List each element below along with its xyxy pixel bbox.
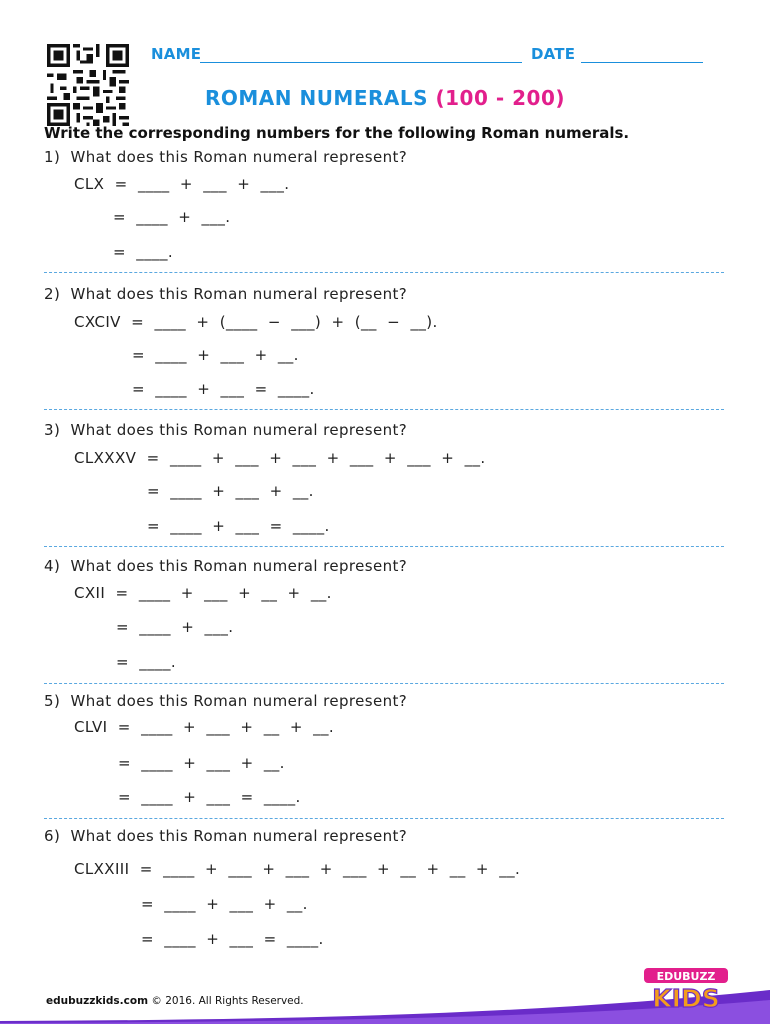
section-divider (44, 546, 724, 547)
question-6-line-3[interactable]: = ____ + ___ = ____. (141, 930, 324, 948)
question-2-line-1[interactable]: CXCIV = ____ + (____ − ___) + (__ − __). (74, 313, 438, 331)
page-title (0, 86, 770, 110)
section-divider (44, 272, 724, 273)
question-4-line-1[interactable]: CXII = ____ + ___ + __ + __. (74, 584, 332, 602)
date-line[interactable] (581, 62, 703, 63)
footer-copyright: © 2016. All Rights Reserved. (151, 995, 304, 1007)
question-4-prompt: 4) What does this Roman numeral represent? (44, 557, 408, 575)
title-text: ROMAN NUMERALS (204, 86, 429, 110)
logo-top-text: EDUBUZZ (656, 970, 716, 983)
section-divider (44, 683, 724, 684)
instructions: Write the corresponding numbers for the following Roman numerals. (44, 124, 630, 142)
section-divider (44, 409, 724, 410)
question-4-line-2[interactable]: = ____ + ___. (116, 618, 234, 636)
question-6-line-2[interactable]: = ____ + ___ + __. (141, 895, 308, 913)
footer-site: edubuzzkids.com (46, 995, 149, 1007)
qr-code-image (47, 44, 129, 126)
question-1-line-2[interactable]: = ____ + ___. (113, 208, 231, 226)
edubuzz-kids-logo (640, 966, 732, 1010)
question-4-line-3[interactable]: = ____. (116, 653, 177, 671)
question-5-line-3[interactable]: = ____ + ___ = ____. (118, 788, 301, 806)
title-range: (100 - 200) (435, 86, 566, 110)
question-3-line-2[interactable]: = ____ + ___ + __. (147, 482, 314, 500)
question-6-line-1[interactable]: CLXXIII = ____ + ___ + ___ + ___ + __ + __ + __. (74, 860, 521, 878)
question-5-line-1[interactable]: CLVI = ____ + ___ + __ + __. (74, 718, 335, 736)
name-line[interactable] (200, 62, 522, 63)
question-2-line-2[interactable]: = ____ + ___ + __. (132, 346, 299, 364)
date-label: DATE (531, 45, 576, 63)
logo-bottom-text: KIDS (652, 984, 720, 1010)
section-divider (44, 818, 724, 819)
question-5-prompt: 5) What does this Roman numeral represent? (44, 692, 408, 710)
question-5-line-2[interactable]: = ____ + ___ + __. (118, 754, 285, 772)
question-1-line-3[interactable]: = ____. (113, 243, 174, 261)
question-1-prompt: 1) What does this Roman numeral represent? (44, 148, 408, 166)
question-2-prompt: 2) What does this Roman numeral represent? (44, 285, 408, 303)
name-label: NAME (151, 45, 202, 63)
question-3-line-3[interactable]: = ____ + ___ = ____. (147, 517, 330, 535)
question-3-line-1[interactable]: CLXXXV = ____ + ___ + ___ + ___ + ___ + __. (74, 449, 486, 467)
question-3-prompt: 3) What does this Roman numeral represent? (44, 421, 408, 439)
question-6-prompt: 6) What does this Roman numeral represent? (44, 827, 408, 845)
question-1-line-1[interactable]: CLX = ____ + ___ + ___. (74, 175, 290, 193)
question-2-line-3[interactable]: = ____ + ___ = ____. (132, 380, 315, 398)
